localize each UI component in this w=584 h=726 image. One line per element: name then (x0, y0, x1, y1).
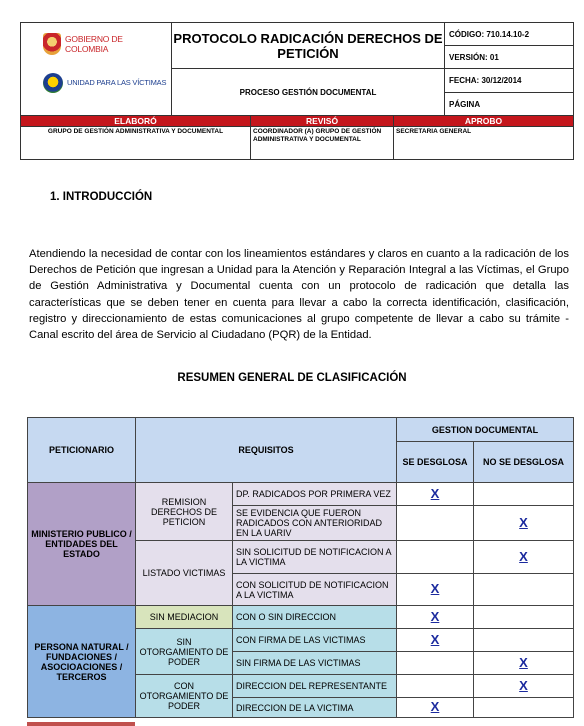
mark-se-desglosa: X (397, 629, 474, 652)
document-title: PROTOCOLO RADICACIÓN DERECHOS DE PETICIÓN (172, 23, 445, 69)
requisito-sin-mediacion: SIN MEDIACION (136, 606, 233, 629)
victimas-logo-text: UNIDAD PARA LAS VÍCTIMAS (67, 78, 167, 87)
elaboro-label: ELABORÓ (21, 116, 251, 127)
condicion: DP. RADICADOS POR PRIMERA VEZ (233, 483, 397, 506)
mark-no-se-desglosa (474, 483, 574, 506)
victimas-seal-icon (43, 73, 63, 93)
header-gestion: GESTION DOCUMENTAL (397, 418, 574, 442)
condicion: SIN SOLICITUD DE NOTIFICACION A LA VICTIMA (233, 541, 397, 574)
version: VERSIÓN: 01 (445, 46, 574, 69)
header-requisitos: REQUISITOS (136, 418, 397, 483)
codigo: CÓDIGO: 710.14.10-2 (445, 23, 574, 46)
peticionario-persona-natural: PERSONA NATURAL / FUNDACIONES / ASOCIOACIONES / TERCEROS (28, 606, 136, 718)
classification-table (27, 417, 573, 718)
mark-se-desglosa (397, 506, 474, 541)
mark-se-desglosa: X (397, 574, 474, 606)
condicion: CON O SIN DIRECCION (233, 606, 397, 629)
aprobo-value: SECRETARIA GENERAL (394, 127, 574, 160)
requisito-remision: REMISION DERECHOS DE PETICION (136, 483, 233, 541)
pagina: PÁGINA (445, 93, 574, 116)
mark-no-se-desglosa (474, 629, 574, 652)
aprobo-label: APROBO (394, 116, 574, 127)
logo-cell (21, 23, 172, 116)
fecha: FECHA: 30/12/2014 (445, 69, 574, 93)
reviso-value: COORDINADOR (A) GRUPO DE GESTIÓN ADMINISTRATIVA Y DOCUMENTAL (251, 127, 394, 160)
document-header (20, 22, 574, 160)
mark-no-se-desglosa: X (474, 675, 574, 698)
table-row (28, 606, 574, 629)
requisito-sin-poder: SIN OTORGAMIENTO DE PODER (136, 629, 233, 675)
mark-no-se-desglosa: X (474, 652, 574, 675)
condicion: DIRECCION DE LA VICTIMA (233, 698, 397, 718)
mark-se-desglosa: X (397, 698, 474, 718)
process-name: PROCESO GESTIÓN DOCUMENTAL (172, 69, 445, 116)
mark-no-se-desglosa (474, 606, 574, 629)
header-no-se-desglosa: NO SE DESGLOSA (474, 442, 574, 483)
mark-no-se-desglosa: X (474, 541, 574, 574)
peticionario-ministerio: MINISTERIO PUBLICO / ENTIDADES DEL ESTADO (28, 483, 136, 606)
requisito-listado: LISTADO VICTIMAS (136, 541, 233, 606)
mark-no-se-desglosa (474, 574, 574, 606)
mark-se-desglosa (397, 541, 474, 574)
resumen-title: RESUMEN GENERAL DE CLASIFICACIÓN (177, 372, 407, 384)
intro-paragraph: Atendiendo la necesidad de contar con los lineamientos estándares y claros en cuanto a la radicación de los Derechos de Petición que ingresan a Unidad para la Atención y Reparación Integral a las Víctimas, el Grupo de Gestión Administrativa y Documental cuenta con un protocolo de radicación que detalla las características que se deben tener en cuenta para llevar a cabo la correcta identificación, clasificación, registro y direccionamiento de estas comunicaciones al grupo competente de llevar a cabo su trámite - Canal escrito del área de Servicio al Ciudadano (PQR) de la Entidad. (29, 248, 569, 342)
condicion: SIN FIRMA DE LAS VICTIMAS (233, 652, 397, 675)
gobierno-logo (43, 33, 125, 55)
elaboro-value: GRUPO DE GESTIÓN ADMINISTRATIVA Y DOCUMENTAL (21, 127, 251, 160)
mark-se-desglosa: X (397, 483, 474, 506)
next-row-strip (27, 722, 135, 726)
victimas-logo (43, 73, 167, 93)
requisito-con-poder: CON OTORGAMIENTO DE PODER (136, 675, 233, 718)
gobierno-shield-icon (43, 33, 61, 55)
condicion: SE EVIDENCIA QUE FUERON RADICADOS CON ANTERIORIDAD EN LA UARIV (233, 506, 397, 541)
reviso-label: REVISÓ (251, 116, 394, 127)
section-title: 1. INTRODUCCIÓN (50, 191, 153, 203)
mark-se-desglosa: X (397, 606, 474, 629)
header-se-desglosa: SE DESGLOSA (397, 442, 474, 483)
mark-no-se-desglosa: X (474, 506, 574, 541)
table-row (28, 483, 574, 506)
mark-se-desglosa (397, 675, 474, 698)
condicion: DIRECCION DEL REPRESENTANTE (233, 675, 397, 698)
condicion: CON SOLICITUD DE NOTIFICACION A LA VICTIMA (233, 574, 397, 606)
mark-no-se-desglosa (474, 698, 574, 718)
mark-se-desglosa (397, 652, 474, 675)
header-peticionario: PETICIONARIO (28, 418, 136, 483)
gobierno-logo-text: GOBIERNO DE COLOMBIA (65, 34, 123, 54)
condicion: CON FIRMA DE LAS VICTIMAS (233, 629, 397, 652)
